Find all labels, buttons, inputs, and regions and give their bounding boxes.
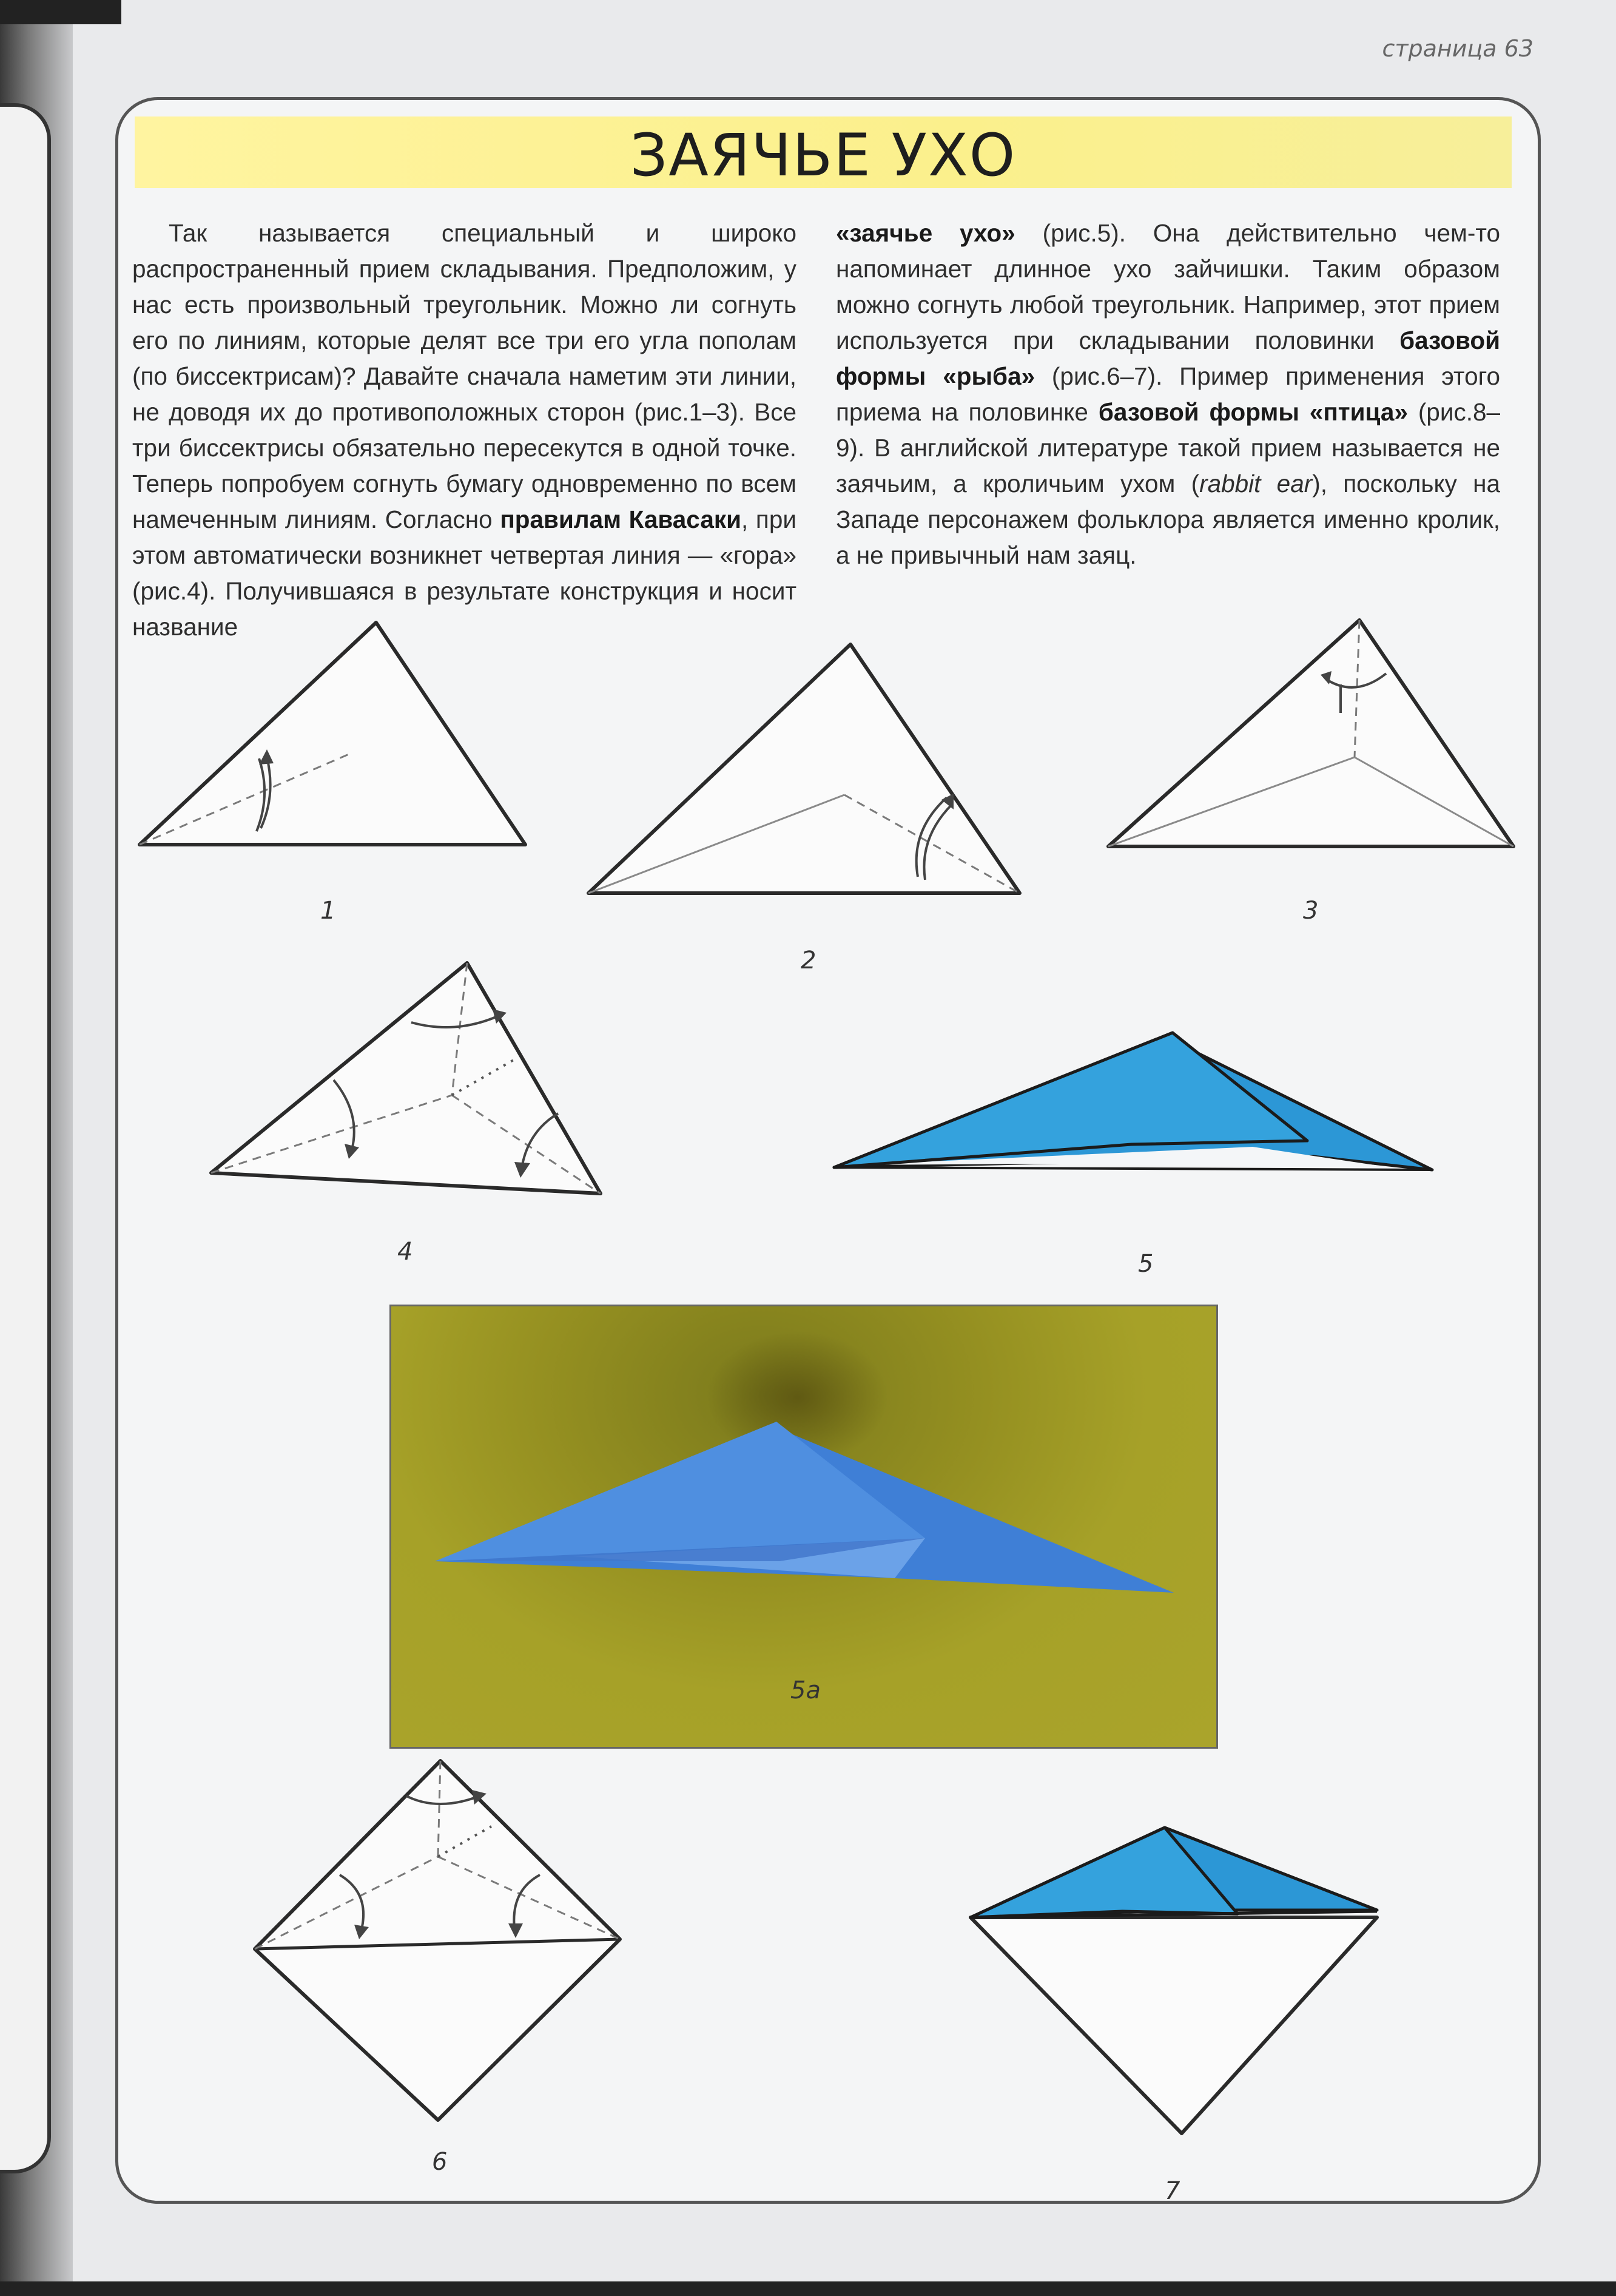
bold-term-rabbit-ear: «заячье ухо» [836,219,1015,247]
italic-term-rabbit-ear: rabbit ear [1199,470,1313,498]
figure-5a-photo [389,1305,1218,1749]
text-column-left [132,215,796,645]
figure-7-label: 7 [1165,2177,1180,2205]
figure-2-label: 2 [801,947,816,974]
figure-3-label: 3 [1303,897,1319,925]
figure-7-diagram [965,1820,1383,2142]
fig7-square-lower [971,1917,1377,2133]
figure-2-diagram [582,637,1031,904]
figure-4-label: 4 [397,1238,413,1266]
gutter-top-edge [0,0,121,24]
page-title: ЗАЯЧЬЕ УХО [630,121,1017,189]
bold-term-fish-base: базовой формы «рыба» [836,326,1500,390]
figure-5-diagram [828,1019,1435,1177]
figure-5a-label: 5a [790,1676,821,1704]
bold-term-kawasaki: правилам Кавасаки [500,505,742,533]
text-column-right [836,215,1500,573]
paragraph-right: «заячье ухо» (рис.5). Она действительно чем-то напоминает длинное ухо зайчишки. Таким образом можно согнуть любой треугольник. Например, этот прием используется при складывании половинки базовой формы «рыба» (рис.6–7). Пример применения этого приема на половинке базовой формы «птица» (рис.8–9). В английской литературе такой прием называется не заячьим, а кроличьим ухом (rabbit ear), поскольку на Западе персонажем фольклора является именно кролик, а не привычный нам заяц. [836,219,1501,569]
fig4-triangle [211,963,601,1194]
title-bar [135,116,1512,188]
bold-term-bird-base: базовой формы «птица» [1098,398,1408,426]
figure-5-label: 5 [1138,1250,1154,1278]
paragraph-left: Так называется специальный и широко распространенный прием складывания. Предположим, у нас есть произвольный треугольник. Можно ли согнуть его по линиям, которые делят все три его угла пополам (по биссектрисам)? Давайте сначала наметим эти линии, не доводя их до противоположных сторон (рис.1–3). Все три биссектрисы обязательно пересекутся в одной точке. Теперь попробуем согнуть бумагу одновременно по всем намеченным линиям. Согласно правилам Кавасаки, при этом автоматически возникнет четвертая линия — «гора» (рис.4). Получившаяся в результате конструкция и носит название [132,219,796,641]
figure-3-diagram [1101,613,1526,856]
page-number: страница 63 [1382,35,1534,62]
figure-1-label: 1 [320,897,336,925]
fig1-triangle [140,623,525,845]
figure-6-label: 6 [432,2148,448,2176]
fig2-triangle [588,644,1020,893]
previous-page-edge [0,103,51,2173]
figure-1-diagram [130,613,543,856]
bottom-edge [0,2281,1616,2296]
figure-6-diagram [249,1754,625,2130]
figure-4-diagram [200,956,613,1210]
